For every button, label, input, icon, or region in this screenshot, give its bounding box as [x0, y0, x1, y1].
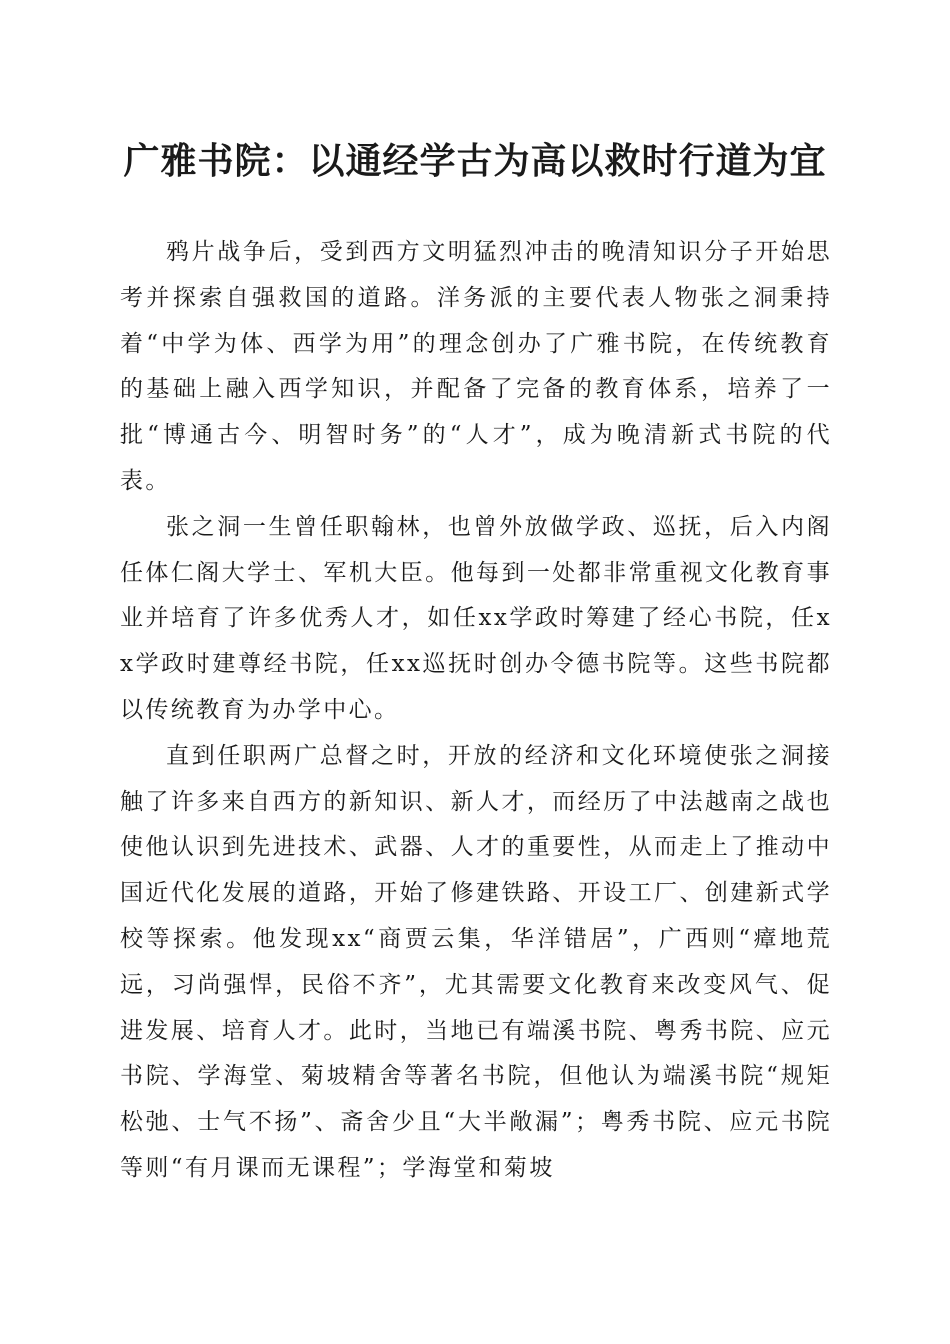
paragraph-1: 鸦片战争后，受到西方文明猛烈冲击的晚清知识分子开始思考并探索自强救国的道路。洋务派的主要代表人物张之洞秉持着“中学为体、西学为用”的理念创办了广雅书院，在传统教育的基础上融入西学知识，并配备了完备的教育体系，培养了一批“博通古今、明智时务”的“人才”，成为晚清新式书院的代表。: [120, 239, 832, 494]
document-title: 广雅书院：以通经学古为高以救时行道为宜: [123, 140, 827, 182]
paragraph-2: 张之洞一生曾任职翰林，也曾外放做学政、巡抚，后入内阁任体仁阁大学士、军机大臣。他每到一处都非常重视文化教育事业并培育了许多优秀人才，如任xx学政时筹建了经心书院，任xx学政时建尊经书院，任xx巡抚时创办令德书院等。这些书院都以传统教育为办学中心。: [120, 513, 832, 723]
document-body: [120, 230, 832, 1192]
paragraph-3: 直到任职两广总督之时，开放的经济和文化环境使张之洞接触了许多来自西方的新知识、新人才，而经历了中法越南之战也使他认识到先进技术、武器、人才的重要性，从而走上了推动中国近代化发展的道路，开始了修建铁路、开设工厂、创建新式学校等探索。他发现xx“商贾云集，华洋错居”，广西则“瘴地荒远，习尚强悍，民俗不齐”，尤其需要文化教育来改变风气、促进发展、培育人才。此时，当地已有端溪书院、粤秀书院、应元书院、学海堂、菊坡精舍等著名书院，但他认为端溪书院“规矩松弛、士气不扬”、斋舍少且“大半敞漏”；粤秀书院、应元书院等则“有月课而无课程”；学海堂和菊坡: [120, 742, 832, 1181]
